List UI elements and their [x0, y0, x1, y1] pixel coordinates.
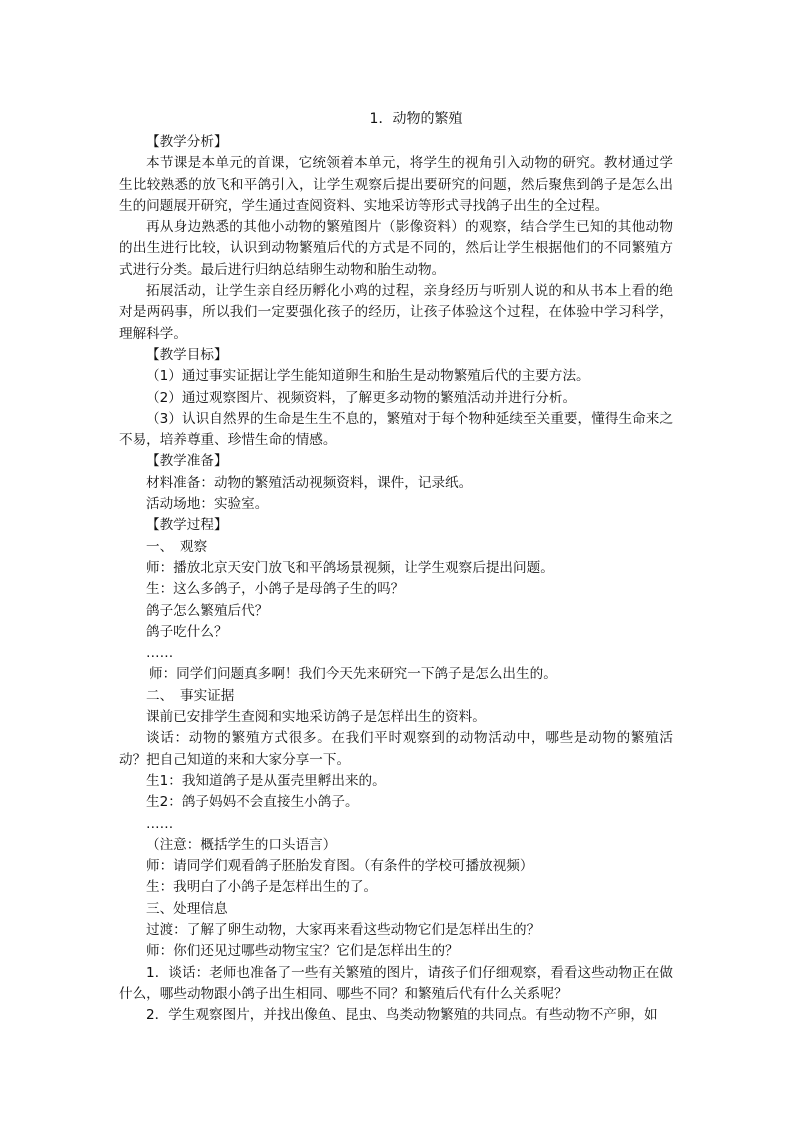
- paragraph: （2）通过观察图片、视频资料，了解更多动物的繁殖活动并进行分析。: [146, 389, 577, 406]
- paragraph: 生1：我知道鸽子是从蛋壳里孵出来的。: [146, 772, 386, 789]
- paragraph: ……: [146, 645, 174, 662]
- document-title: 1．动物的繁殖: [369, 111, 463, 127]
- paragraph: 过渡：了解了卵生动物，大家再来看这些动物它们是怎样出生的？: [146, 921, 541, 938]
- paragraph: 再从身边熟悉的其他小动物的繁殖图片（影像资料）的观察，结合学生已知的其他动物的出生进行比较，认识到动物繁殖后代的方式是不同的，然后让学生根据他们的不同繁殖方式进行分类。最后进行归纳总结卵生动物和胎生动物。: [119, 219, 673, 278]
- paragraph: 师：你们还见过哪些动物宝宝？它们是怎样出生的？: [146, 943, 459, 960]
- paragraph: 师：请同学们观看鸽子胚胎发育图。（有条件的学校可播放视频）: [146, 858, 534, 875]
- paragraph: 师：播放北京天安门放飞和平鸽场景视频，让学生观察后提出问题。: [146, 559, 554, 576]
- paragraph: 一、 观察: [146, 538, 208, 555]
- paragraph: 【教学分析】: [146, 134, 228, 150]
- paragraph: 材料准备：动物的繁殖活动视频资料，课件，记录纸。: [146, 474, 473, 491]
- paragraph: 师：同学们问题真多啊！我们今天先来研究一下鸽子是怎么出生的。: [149, 666, 557, 683]
- paragraph: 【教学目标】: [146, 346, 228, 363]
- paragraph: （3）认识自然界的生命是生生不息的，繁殖对于每个物种延续至关重要，懂得生命来之不易，培养尊重、珍惜生命的情感。: [119, 410, 673, 449]
- document-page: [119, 107, 673, 1026]
- paragraph: 生2：鸽子妈妈不会直接生小鸽子。: [146, 794, 359, 811]
- paragraph: 生：这么多鸽子，小鸽子是母鸽子生的吗？: [146, 581, 405, 598]
- paragraph: ……: [146, 815, 174, 832]
- paragraph: 本节课是本单元的首课，它统领着本单元，将学生的视角引入动物的研究。教材通过学生比较熟悉的放飞和平鸽引入，让学生观察后提出要研究的问题，然后聚焦到鸽子是怎么出生的问题展开研究，学生通过查阅资料、实地采访等形式寻找鸽子出生的全过程。: [119, 155, 673, 214]
- paragraph: 谈话：动物的繁殖方式很多。在我们平时观察到的动物活动中，哪些是动物的繁殖活动？把自己知道的来和大家分享一下。: [119, 730, 673, 768]
- paragraph: 生：我明白了小鸽子是怎样出生的了。: [146, 879, 378, 896]
- paragraph: 鸽子吃什么？: [146, 623, 228, 640]
- paragraph: 1．谈话：老师也准备了一些有关繁殖的图片，请孩子们仔细观察，看看这些动物正在做什么，哪些动物跟小鸽子出生相同、哪些不同？和繁殖后代有什么关系呢？: [119, 964, 673, 1002]
- paragraph: 【教学过程】: [146, 517, 228, 534]
- document-body: [119, 132, 673, 1026]
- paragraph: 活动场地：实验室。: [146, 496, 269, 513]
- paragraph: 二、 事实证据: [146, 687, 235, 704]
- paragraph: 拓展活动，让学生亲自经历孵化小鸡的过程，亲身经历与听别人说的和从书本上看的绝对是两码事，所以我们一定要强化孩子的经历，让孩子体验这个过程，在体验中学习科学，理解科学。: [119, 283, 673, 342]
- paragraph: 三、处理信息: [146, 900, 228, 917]
- paragraph: 课前已安排学生查阅和实地采访鸽子是怎样出生的资料。: [146, 709, 486, 726]
- paragraph: （1）通过事实证据让学生能知道卵生和胎生是动物繁殖后代的主要方法。: [146, 368, 590, 385]
- paragraph: 【教学准备】: [146, 453, 228, 470]
- paragraph: （注意：概括学生的口头语言）: [146, 836, 337, 853]
- paragraph: 鸽子怎么繁殖后代？: [146, 602, 269, 619]
- paragraph: 2．学生观察图片，并找出像鱼、昆虫、鸟类动物繁殖的共同点。有些动物不产卵，如: [146, 1007, 658, 1024]
